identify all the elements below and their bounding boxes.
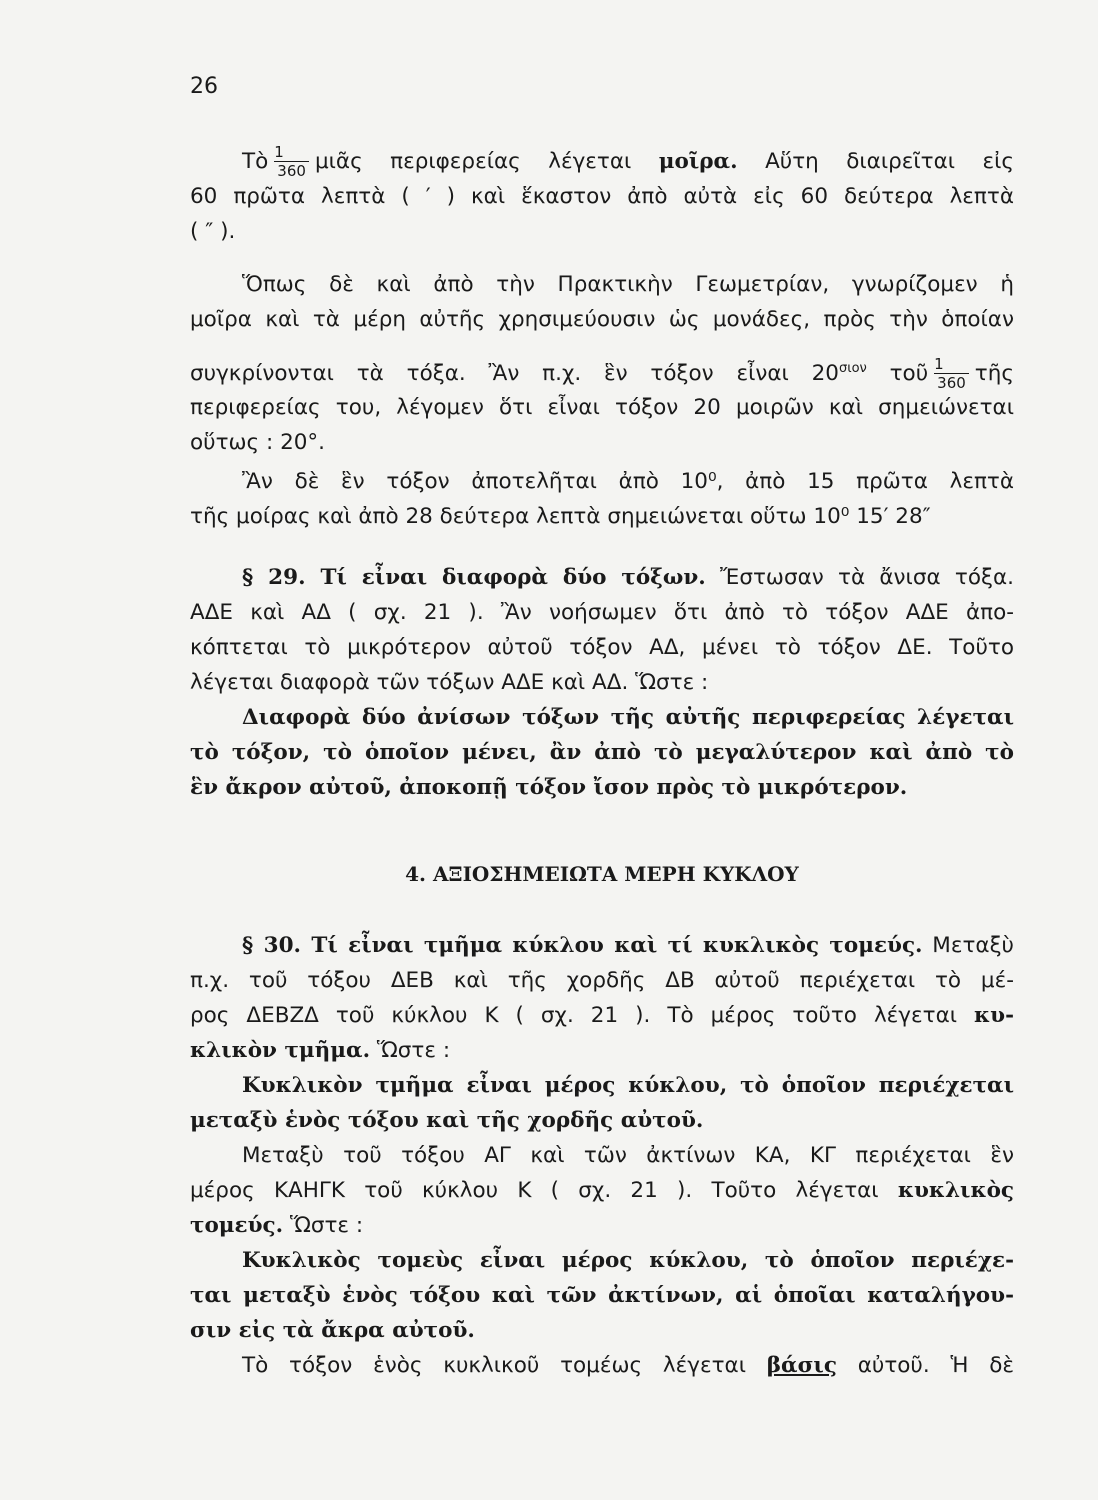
- section-title: § 29. Τί εἶναι διαφορὰ δύο τόξων.: [242, 565, 706, 590]
- text-line: λέγεται διαφορὰ τῶν τόξων ΑΔΕ καὶ ΑΔ. Ὥστε :: [190, 670, 709, 695]
- definition-line: μεταξὺ ἑνὸς τόξου καὶ τῆς χορδῆς αὐτοῦ.: [190, 1108, 704, 1133]
- text-line: ρος ΔΕΒΖΔ τοῦ κύκλου Κ ( σχ. 21 ). Τὸ μέρος τοῦτο λέγεται κυ-: [190, 1003, 1014, 1028]
- text-line: συγκρίνονται τὰ τόξα. Ἂν π.χ. ἓν τόξον εἶναι $20^{\sigma\iota o\nu}$ τοῦ $\frac{1}{360}$ τῆς: [190, 355, 1014, 393]
- text-line: 60 πρῶτα λεπτὰ ( ′ ) καὶ ἕκαστον ἀπὸ αὐτὰ εἰς 60 δεύτερα λεπτὰ: [190, 184, 1014, 209]
- text-line: μοῖρα καὶ τὰ μέρη αὐτῆς χρησιμεύουσιν ὡς μονάδες, πρὸς τὴν ὁποίαν: [190, 307, 1014, 332]
- text-line: Μεταξὺ τοῦ τόξου ΑΓ καὶ τῶν ἀκτίνων ΚΑ, ΚΓ περιέχεται ἓν: [242, 1143, 1014, 1168]
- text-line: κόπτεται τὸ μικρότερον αὐτοῦ τόξον ΑΔ, μένει τὸ τόξον ΔΕ. Τοῦτο: [190, 635, 1014, 660]
- section-29: [190, 560, 1014, 805]
- paragraph-units: [190, 267, 1014, 460]
- definition-line: σιν εἰς τὰ ἄκρα αὐτοῦ.: [190, 1318, 475, 1343]
- text-line: § 29. Τί εἶναι διαφορὰ δύο τόξων. Ἔστωσαν τὰ ἄνισα τόξα.: [242, 565, 1014, 590]
- definition-line: Κυκλικὸν τμῆμα εἶναι μέρος κύκλου, τὸ ὁποῖον περιέχεται: [242, 1073, 1014, 1098]
- text-line: ( ″ ).: [190, 219, 236, 244]
- text-line: μέρος ΚΑΗΓΚ τοῦ κύκλου Κ ( σχ. 21 ). Τοῦτο λέγεται κυκλικὸς: [190, 1178, 1014, 1203]
- definition-line: Διαφορὰ δύο ἀνίσων τόξων τῆς αὐτῆς περιφερείας λέγεται: [242, 705, 1014, 730]
- definition-line: τὸ τόξον, τὸ ὁποῖον μένει, ἂν ἀπὸ τὸ μεγαλύτερον καὶ ἀπὸ τὸ: [190, 740, 1014, 765]
- text-line: περιφερείας του, λέγομεν ὅτι εἶναι τόξον 20 μοιρῶν καὶ σημειώνεται: [190, 395, 1014, 420]
- fraction: $\frac{1}{360}$: [274, 145, 309, 179]
- section-title: § 30. Τί εἶναι τμῆμα κύκλου καὶ τί κυκλικὸς τομεύς.: [242, 933, 923, 958]
- fraction: $\frac{1}{360}$: [934, 357, 969, 391]
- term-basis: βάσις: [766, 1353, 837, 1378]
- text-line: οὕτως : 20°.: [190, 430, 326, 455]
- text-line: τομεύς. Ὥστε :: [190, 1213, 364, 1238]
- section-30: [190, 928, 1014, 1383]
- definition-line: ἓν ἄκρον αὐτοῦ, ἀποκοπῇ τόξον ἴσον πρὸς τὸ μικρότερον.: [190, 775, 908, 800]
- text-line: Ὅπως δὲ καὶ ἀπὸ τὴν Πρακτικὴν Γεωμετρίαν, γνωρίζομεν ἡ: [242, 272, 1014, 297]
- paragraph-moira: [190, 144, 1014, 249]
- text-line: π.χ. τοῦ τόξου ΔΕΒ καὶ τῆς χορδῆς ΔΒ αὐτοῦ περιέχεται τὸ μέ-: [190, 968, 1014, 993]
- definition-line: Κυκλικὸς τομεὺς εἶναι μέρος κύκλου, τὸ ὁποῖον περιέχε-: [242, 1248, 1014, 1273]
- definition-line: ται μεταξὺ ἑνὸς τόξου καὶ τῶν ἀκτίνων, αἱ ὁποῖαι καταλήγου-: [190, 1283, 1014, 1308]
- text-line: τῆς μοίρας καὶ ἀπὸ 28 δεύτερα λεπτὰ σημειώνεται οὕτω 10⁰ 15′ 28″: [190, 504, 931, 529]
- text-line: κλικὸν τμῆμα. Ὥστε :: [190, 1038, 451, 1063]
- text-line: Τὸ $\frac{1}{360}$ μιᾶς περιφερείας λέγεται μοῖρα. Αὕτη διαιρεῖται εἰς: [242, 143, 1015, 180]
- text-line: Ἂν δὲ ἓν τόξον ἀποτελῆται ἀπὸ 10⁰, ἀπὸ 15 πρῶτα λεπτὰ: [242, 469, 1014, 494]
- chapter-heading: 4. ΑΞΙΟΣΗΜΕΙΩΤΑ ΜΕΡΗ ΚΥΚΛΟΥ: [405, 862, 799, 886]
- paragraph-notation: [190, 464, 1014, 534]
- page-number: 26: [190, 74, 218, 99]
- text-line: ΑΔΕ καὶ ΑΔ ( σχ. 21 ). Ἂν νοήσωμεν ὅτι ἀπὸ τὸ τόξον ΑΔΕ ἀπο-: [190, 600, 1014, 625]
- text-line: Τὸ τόξον ἑνὸς κυκλικοῦ τομέως λέγεται βάσις αὐτοῦ. Ἡ δὲ: [242, 1353, 1014, 1378]
- text-line: § 30. Τί εἶναι τμῆμα κύκλου καὶ τί κυκλικὸς τομεύς. Μεταξὺ: [242, 933, 1014, 958]
- term-moira: μοῖρα.: [658, 149, 738, 174]
